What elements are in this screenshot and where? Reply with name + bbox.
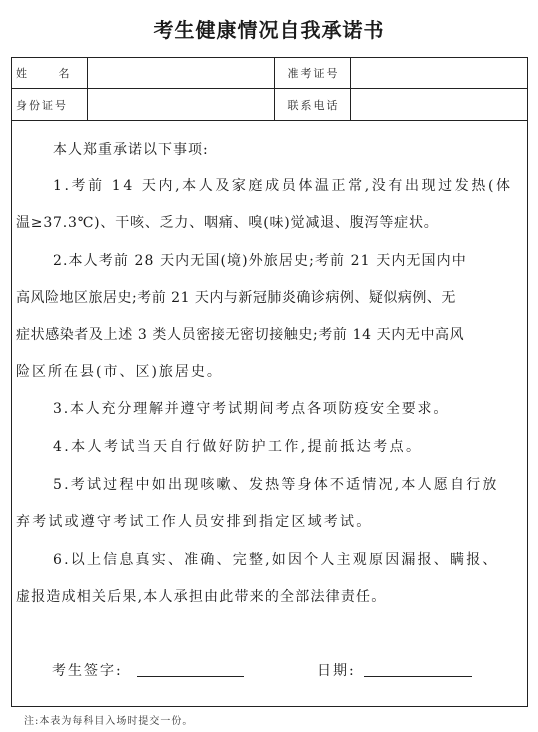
exam-id-field[interactable] [350, 58, 527, 89]
date-label: 日期: [317, 663, 356, 679]
item-2-line-1: 2.本人考前 28 天内无国(境)外旅居史;考前 21 天内无国内中 [53, 253, 467, 269]
exam-id-label: 准考证号 [274, 58, 350, 89]
document-title: 考生健康情况自我承诺书 [153, 18, 385, 42]
item-6-line-2: 虚报造成相关后果,本人承担由此带来的全部法律责任。 [16, 589, 387, 605]
info-row-id [12, 89, 527, 121]
item-6-line-1: 6.以上信息真实、准确、完整,如因个人主观原因漏报、瞒报、 [53, 552, 499, 568]
item-2-line-3: 症状感染者及上述 3 类人员密接无密切接触史;考前 14 天内无中高风 [16, 327, 465, 343]
phone-label: 联系电话 [274, 89, 350, 121]
signer-line[interactable] [137, 676, 244, 677]
name-label: 姓 名 [12, 58, 87, 89]
item-4-line: 4.本人考试当天自行做好防护工作,提前抵达考点。 [53, 439, 423, 455]
item-5-line-1: 5.考试过程中如出现咳嗽、发热等身体不适情况,本人愿自行放 [53, 477, 499, 493]
item-3-line: 3.本人充分理解并遵守考试期间考点各项防疫安全要求。 [53, 401, 450, 417]
id-card-field[interactable] [87, 89, 274, 121]
personal-info-table [12, 58, 527, 121]
date-line[interactable] [364, 676, 472, 677]
footnote: 注:本表为每科目入场时提交一份。 [24, 716, 194, 727]
phone-field[interactable] [350, 89, 527, 121]
item-5-line-2: 弃考试或遵守考试工作人员安排到指定区域考试。 [16, 514, 373, 530]
intro-line: 本人郑重承诺以下事项: [53, 142, 209, 158]
info-row-name [12, 58, 527, 89]
id-card-label: 身份证号 [12, 89, 87, 121]
item-2-line-2: 高风险地区旅居史;考前 21 天内与新冠肺炎确诊病例、疑似病例、无 [16, 290, 456, 306]
signer-label: 考生签字: [52, 663, 123, 679]
item-1-line-2: 温≥37.3℃)、干咳、乏力、咽痛、嗅(味)觉减退、腹泻等症状。 [16, 215, 439, 231]
item-2-line-4: 险区所在县(市、区)旅居史。 [16, 364, 223, 380]
name-field[interactable] [87, 58, 274, 89]
commitment-form [11, 57, 528, 707]
item-1-line-1: 1.考前 14 天内,本人及家庭成员体温正常,没有出现过发热(体 [53, 178, 513, 194]
